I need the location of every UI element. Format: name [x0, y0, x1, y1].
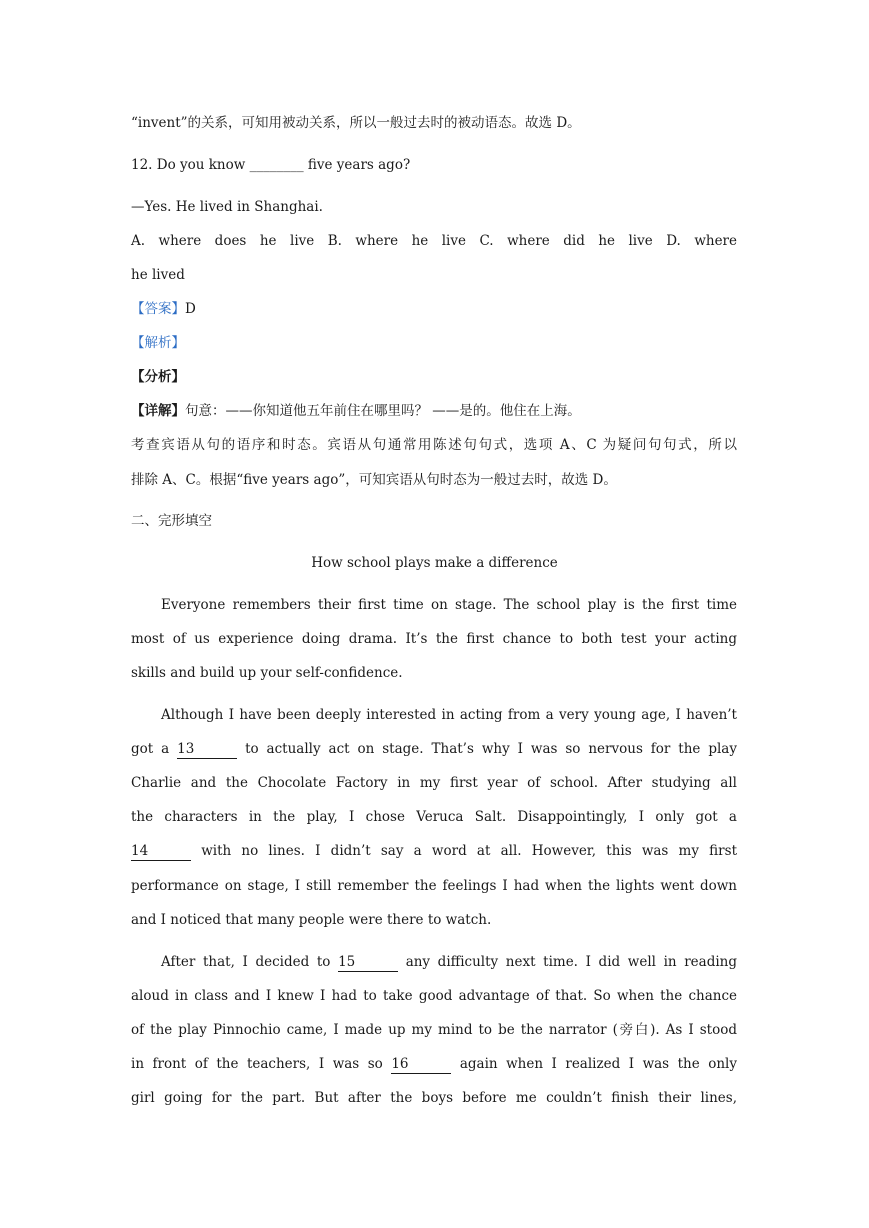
text-segment: with no lines. I didn’t say a word at all. However, this was my first — [201, 843, 737, 859]
detail-text: 句意：——你知道他五年前住在哪里吗？ ——是的。他住在上海。 — [185, 403, 581, 419]
question-12-reply: —Yes. He lived in Shanghai. — [131, 199, 323, 215]
text-segment: After that, I decided to — [161, 954, 331, 970]
passage-p2-line: the characters in the play, I chose Veruca Salt. Disappointingly, I only got a — [131, 809, 737, 825]
passage-p3-line: of the play Pinnochio came, I made up my mind to be the narrator (旁白). As I stood — [131, 1022, 737, 1038]
passage-p2-line — [131, 841, 737, 861]
text-segment: to actually act on stage. That’s why I was so nervous for the play — [245, 741, 737, 757]
answer-row — [131, 299, 196, 319]
explain-line-1: 考查宾语从句的语序和时态。宾语从句通常用陈述句句式，选项 A、C 为疑问句句式，所以 — [131, 437, 737, 453]
passage-p3-line: girl going for the part. But after the boys before me couldn’t finish their lines, — [131, 1090, 737, 1106]
passage-p2-line — [131, 739, 737, 759]
passage-p3-line: aloud in class and I knew I had to take good advantage of that. So when the chance — [131, 988, 737, 1004]
prev-explanation-tail: “invent”的关系，可知用被动关系，所以一般过去时的被动语态。故选 D。 — [131, 115, 581, 131]
detail-tag: 【详解】 — [131, 403, 185, 419]
explain-line-2: 排除 A、C。根据“five years ago”，可知宾语从句时态为一般过去时，故选 D。 — [131, 472, 617, 488]
text-segment: again when I realized I was the only — [459, 1056, 737, 1072]
passage-p2-line: Charlie and the Chocolate Factory in my first year of school. After studying all — [131, 775, 737, 791]
passage-p2-line: Although I have been deeply interested in acting from a very young age, I haven’t — [161, 707, 737, 723]
fenxi-tag: 【分析】 — [131, 369, 185, 385]
blank-15: 15 — [338, 954, 398, 972]
passage-p2-line: and I noticed that many people were there to watch. — [131, 912, 492, 928]
text-segment: in front of the teachers, I was so — [131, 1056, 383, 1072]
passage-p1-line: skills and build up your self-confidence. — [131, 665, 403, 681]
passage-title: How school plays make a difference — [311, 555, 558, 571]
text-segment: any difficulty next time. I did well in reading — [405, 954, 738, 970]
passage-p1-line: Everyone remembers their first time on stage. The school play is the first time — [161, 597, 737, 613]
question-12-options-cont: he lived — [131, 267, 185, 283]
section-heading: 二、完形填空 — [131, 513, 212, 529]
detail-row — [131, 401, 581, 421]
blank-13: 13 — [177, 741, 237, 759]
answer-value: D — [185, 301, 196, 317]
answer-tag: 【答案】 — [131, 301, 185, 317]
blank-16: 16 — [391, 1056, 451, 1074]
question-12-stem: 12. Do you know ________ five years ago? — [131, 157, 411, 173]
passage-p1-line: most of us experience doing drama. It’s the first chance to both test your acting — [131, 631, 737, 647]
passage-p3-line — [161, 952, 737, 972]
passage-p3-line — [131, 1054, 737, 1074]
question-12-options: A. where does he live B. where he live C. where did he live D. where — [131, 233, 737, 249]
text-segment: got a — [131, 741, 170, 757]
analysis-tag: 【解析】 — [131, 335, 185, 351]
passage-p2-line: performance on stage, I still remember the feelings I had when the lights went down — [131, 878, 737, 894]
blank-14: 14 — [131, 843, 191, 861]
